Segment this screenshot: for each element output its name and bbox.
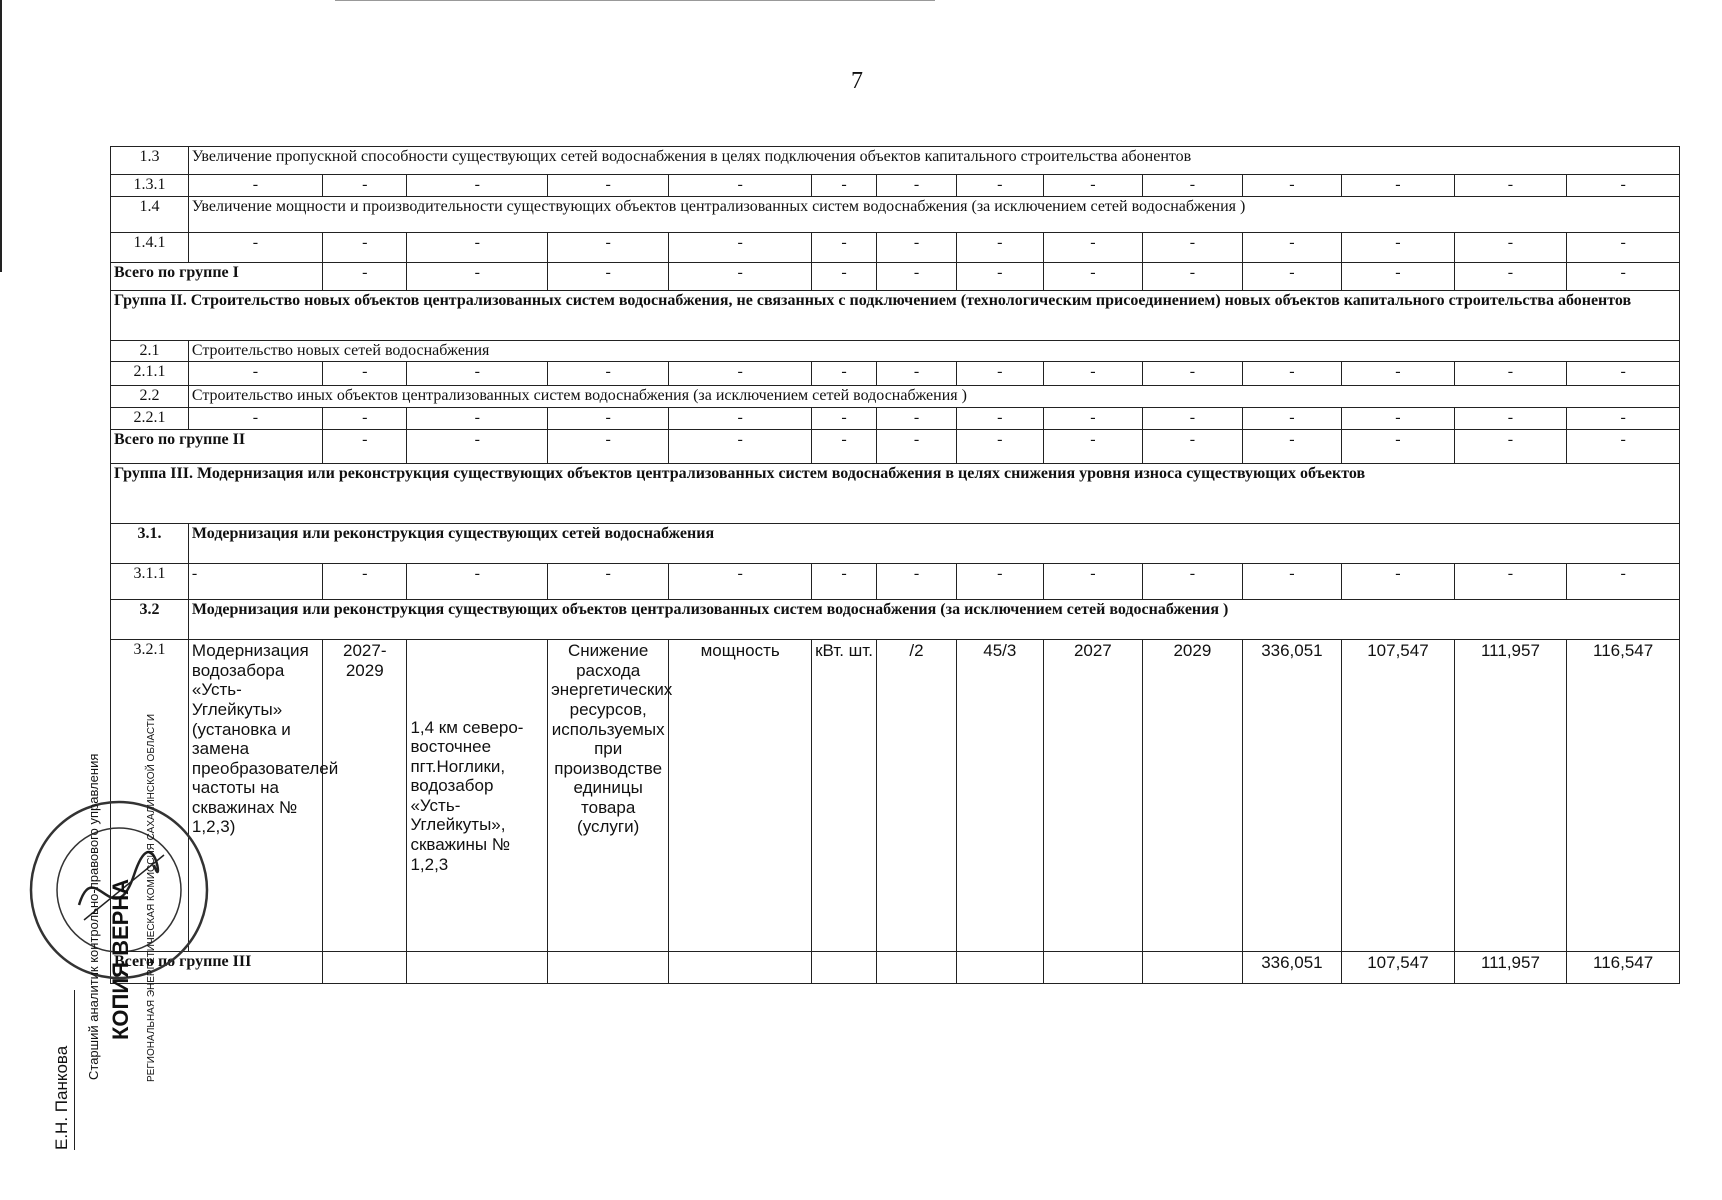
dash-cell: - [188,408,322,430]
row-number: 3.2.1 [111,640,189,952]
dash-cell: - [876,430,956,464]
dash-cell: - [1567,362,1680,386]
empty-cell [1043,952,1143,984]
section-title: Строительство новых сетей водоснабжения [188,341,1679,362]
dash-cell: - [407,263,548,291]
dash-cell: - [323,362,407,386]
row-number: 2.2.1 [111,408,189,430]
table-row [111,175,1680,197]
table-row [111,291,1680,341]
dash-cell: - [957,430,1044,464]
dash-cell: - [548,430,669,464]
dash-cell: - [1567,564,1680,600]
project-name: Модернизация водозабора «Усть-Углейкуты» (установка и замена преобразователей частоты на скважинах № 1,2,3) [188,640,322,952]
empty-cell [1143,952,1243,984]
table-row [111,524,1680,564]
signatory-title: Старший аналитик контрольно-правового управления [86,753,101,1080]
row-number: 3.1. [111,524,189,564]
dash-cell: - [1043,564,1143,600]
dash-cell: - [1143,175,1243,197]
dash-cell: - [188,175,322,197]
table-row [111,430,1680,464]
empty-cell [407,952,548,984]
dash-cell: - [812,263,877,291]
dash-cell: - [1043,362,1143,386]
dash-cell: - [1043,408,1143,430]
project-years: 2027-2029 [323,640,407,952]
dash-cell: - [407,408,548,430]
dash-cell: - [548,233,669,263]
table-row [111,341,1680,362]
group-total-label: Всего по группе III [111,952,323,984]
dash-cell: - [1143,430,1243,464]
dash-cell: - [1043,175,1143,197]
section-title: Увеличение пропускной способности существующих сетей водоснабжения в целях подключения объектов капитального строительства абонентов [188,147,1679,175]
dash-cell: - [188,564,322,600]
empty-cell [876,952,956,984]
dash-cell: - [812,408,877,430]
dash-cell: - [1242,408,1342,430]
dash-cell: - [1242,263,1342,291]
group-title: Группа III. Модернизация или реконструкция существующих объектов централизованных систем водоснабжения в целях снижения уровня износа существующих объектов [111,464,1680,524]
empty-cell [669,952,812,984]
dash-cell: - [323,564,407,600]
dash-cell: - [876,233,956,263]
stamp-ring-text: РЕГИОНАЛЬНАЯ ЭНЕРГЕТИЧЕСКАЯ КОМИССИЯ САХАЛИНСКОЙ ОБЛАСТИ [146,713,157,1082]
project-effect: Снижение расхода энергетических ресурсов, используемых при производстве единицы товара (услуги) [548,640,669,952]
dash-cell: - [1567,408,1680,430]
dash-cell: - [1242,362,1342,386]
row-number: 3.1.1 [111,564,189,600]
dash-cell: - [957,233,1044,263]
page-number: 7 [851,68,863,94]
cost-year-3: 116,547 [1567,640,1680,952]
end-year: 2029 [1143,640,1243,952]
dash-cell: - [407,175,548,197]
dash-cell: - [548,263,669,291]
dash-cell: - [407,430,548,464]
project-location: 1,4 км северо-восточнее пгт.Ноглики, водозабор «Усть-Углейкуты», скважины № 1,2,3 [407,640,548,952]
dash-cell: - [548,362,669,386]
dash-cell: - [1567,175,1680,197]
cost-year-2: 111,957 [1454,952,1567,984]
dash-cell: - [669,263,812,291]
dash-cell: - [323,263,407,291]
dash-cell: - [1342,408,1455,430]
dash-cell: - [812,233,877,263]
table-row [111,362,1680,386]
group-title: Группа II. Строительство новых объектов централизованных систем водоснабжения, не связанных с подключением (технологическим присоединением) новых объектов капитального строительства абонентов [111,291,1680,341]
dash-cell: - [1454,233,1567,263]
row-number: 1.3.1 [111,175,189,197]
dash-cell: - [669,430,812,464]
dash-cell: - [957,175,1044,197]
section-title: Строительство иных объектов централизованных систем водоснабжения (за исключением сетей водоснабжения ) [188,386,1679,408]
row-number: 1.4 [111,197,189,233]
empty-cell [957,952,1044,984]
dash-cell: - [1043,430,1143,464]
dash-cell: - [876,564,956,600]
table-row [111,197,1680,233]
dash-cell: - [812,175,877,197]
dash-cell: - [1143,233,1243,263]
project-indicator: мощность [669,640,812,952]
dash-cell: - [1342,362,1455,386]
table-row [111,408,1680,430]
cost-year-1: 107,547 [1342,640,1455,952]
dash-cell: - [323,175,407,197]
dash-cell: - [1143,362,1243,386]
dash-cell: - [407,233,548,263]
dash-cell: - [957,564,1044,600]
row-number: 2.1.1 [111,362,189,386]
dash-cell: - [1043,233,1143,263]
cost-total: 336,051 [1242,952,1342,984]
dash-cell: - [188,233,322,263]
dash-cell: - [669,362,812,386]
table-row [111,564,1680,600]
table-row [111,263,1680,291]
cost-year-3: 116,547 [1567,952,1680,984]
dash-cell: - [957,408,1044,430]
cost-total: 336,051 [1242,640,1342,952]
dash-cell: - [1454,564,1567,600]
table-row [111,640,1680,952]
dash-cell: - [1242,430,1342,464]
dash-cell: - [1143,564,1243,600]
dash-cell: - [548,175,669,197]
table-row [111,233,1680,263]
dash-cell: - [812,564,877,600]
dash-cell: - [1242,233,1342,263]
start-year: 2027 [1043,640,1143,952]
row-number: 2.2 [111,386,189,408]
dash-cell: - [812,430,877,464]
dash-cell: - [957,263,1044,291]
dash-cell: - [1342,175,1455,197]
dash-cell: - [876,175,956,197]
section-title: Модернизация или реконструкция существующих сетей водоснабжения [188,524,1679,564]
table-row [111,147,1680,175]
dash-cell: - [876,263,956,291]
empty-cell [548,952,669,984]
dash-cell: - [957,362,1044,386]
dash-cell: - [1143,263,1243,291]
dash-cell: - [1454,362,1567,386]
row-number: 1.3 [111,147,189,175]
cost-year-2: 111,957 [1454,640,1567,952]
table-row [111,386,1680,408]
stamp-center-text: КОПИЯ ВЕРНА [108,878,133,1040]
cost-year-1: 107,547 [1342,952,1455,984]
dash-cell: - [1342,233,1455,263]
dash-cell: - [1454,263,1567,291]
dash-cell: - [1143,408,1243,430]
group-total-label: Всего по группе I [111,263,323,291]
dash-cell: - [876,408,956,430]
dash-cell: - [1567,430,1680,464]
dash-cell: - [812,362,877,386]
signatory-name: Е.Н. Панкова [52,990,75,1150]
dash-cell: - [669,564,812,600]
table-row [111,952,1680,984]
value-before: /2 [876,640,956,952]
dash-cell: - [323,430,407,464]
dash-cell: - [323,233,407,263]
row-number: 1.4.1 [111,233,189,263]
table-row [111,464,1680,524]
dash-cell: - [548,564,669,600]
dash-cell: - [1567,233,1680,263]
project-unit: кВт. шт. [812,640,877,952]
dash-cell: - [1242,564,1342,600]
dash-cell: - [669,175,812,197]
dash-cell: - [1454,430,1567,464]
empty-cell [812,952,877,984]
row-number: 3.2 [111,600,189,640]
dash-cell: - [1342,263,1455,291]
scan-edge-mark [0,0,2,272]
dash-cell: - [323,408,407,430]
dash-cell: - [669,408,812,430]
dash-cell: - [407,564,548,600]
dash-cell: - [1342,430,1455,464]
empty-cell [323,952,407,984]
table-row [111,600,1680,640]
dash-cell: - [1342,564,1455,600]
group-total-label: Всего по группе II [111,430,323,464]
investment-program-table [110,146,1680,984]
dash-cell: - [876,362,956,386]
section-title: Увеличение мощности и производительности существующих объектов централизованных систем водоснабжения (за исключением сетей водоснабжения ) [188,197,1679,233]
dash-cell: - [1242,175,1342,197]
row-number: 2.1 [111,341,189,362]
dash-cell: - [1043,263,1143,291]
scan-edge-mark [335,0,935,1]
dash-cell: - [669,233,812,263]
dash-cell: - [407,362,548,386]
dash-cell: - [548,408,669,430]
dash-cell: - [188,362,322,386]
section-title: Модернизация или реконструкция существующих объектов централизованных систем водоснабжения (за исключением сетей водоснабжения ) [188,600,1679,640]
dash-cell: - [1454,175,1567,197]
value-after: 45/3 [957,640,1044,952]
dash-cell: - [1454,408,1567,430]
dash-cell: - [1567,263,1680,291]
